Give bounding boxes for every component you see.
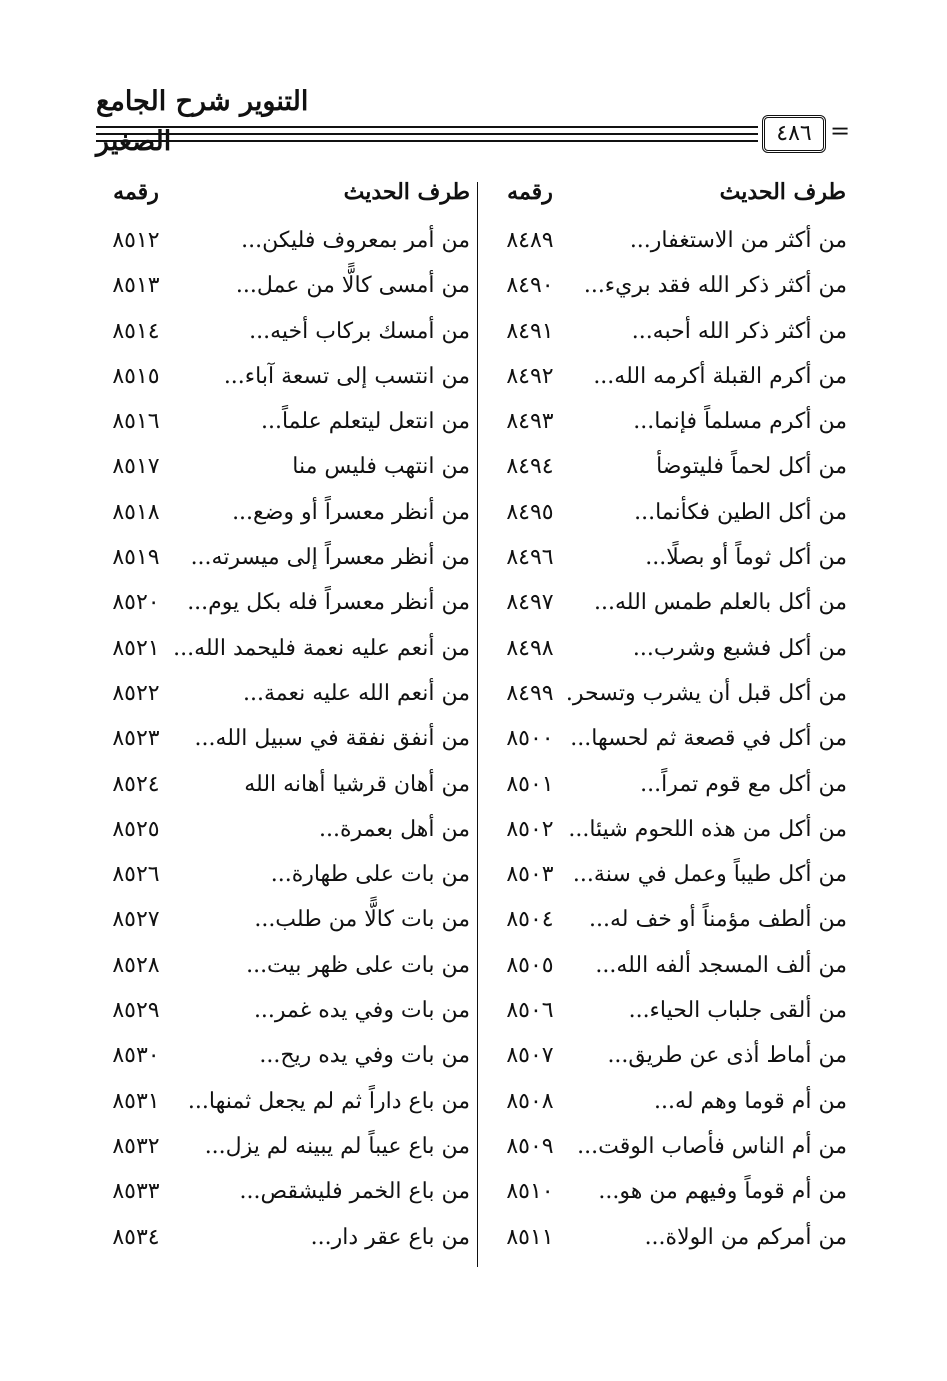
hadith-number-left: ٨٥٣١ xyxy=(112,1088,160,1114)
hadith-tip-right: من أكثر من الاستغفار... xyxy=(629,228,847,253)
hadith-tip-right: من أكل ثوماً أو بصلًا... xyxy=(645,545,847,571)
index-row xyxy=(0,535,947,580)
hadith-number-left: ٨٥٢٧ xyxy=(112,907,160,933)
hadith-tip-left: من أمر بمعروف فليكن... xyxy=(241,228,470,253)
hadith-number-right: ٨٥٠٤ xyxy=(506,907,554,933)
hadith-tip-left: من أنعم الله عليه نعمة... xyxy=(243,680,470,706)
index-row xyxy=(0,444,947,489)
hadith-tip-left: من بات كالًّا من طلب... xyxy=(254,907,470,933)
column-header-hadith-tip-left: طرف الحديث xyxy=(343,179,470,205)
hadith-number-left: ٨٥٢٣ xyxy=(112,726,160,752)
index-row xyxy=(0,580,947,625)
hadith-tip-left: من انتعل ليتعلم علماً... xyxy=(261,409,470,435)
hadith-tip-right: من أكل مع قوم تمراً... xyxy=(640,771,847,797)
hadith-number-right: ٨٥٠٠ xyxy=(506,726,554,752)
hadith-tip-right: من أكثر ذكر الله فقد بريء... xyxy=(583,273,847,299)
hadith-tip-left: من باع داراً ثم لم يجعل ثمنها... xyxy=(187,1088,470,1114)
index-row xyxy=(0,309,947,354)
hadith-tip-right: من أكل طيباً وعمل في سنة... xyxy=(572,862,847,888)
index-row xyxy=(0,1079,947,1124)
hadith-number-left: ٨٥٢١ xyxy=(112,635,160,661)
hadith-tip-left: من أنظر معسراً أو وضع... xyxy=(232,499,470,525)
hadith-number-right: ٨٥٠٥ xyxy=(506,952,554,978)
hadith-tip-right: من أكل قبل أن يشرب وتسحر. xyxy=(565,680,847,706)
hadith-number-left: ٨٥٢٤ xyxy=(112,771,160,797)
hadith-number-left: ٨٥٢٩ xyxy=(112,998,160,1024)
hadith-number-left: ٨٥٣٤ xyxy=(112,1224,160,1250)
hadith-number-left: ٨٥٢٨ xyxy=(112,952,160,978)
hadith-tip-right: من أكل لحماً فليتوضأ xyxy=(656,454,847,480)
hadith-number-right: ٨٥١٠ xyxy=(506,1179,554,1205)
page-dash: = xyxy=(830,117,851,145)
hadith-tip-left: من أهان قرشيا أهانه الله xyxy=(244,771,470,797)
index-row xyxy=(0,1033,947,1078)
header-rule xyxy=(96,140,758,142)
hadith-tip-right: من أم الناس فأصاب الوقت... xyxy=(577,1133,847,1159)
index-row xyxy=(0,490,947,535)
hadith-tip-left: من أمسى كالًّا من عمل... xyxy=(235,273,470,299)
index-row xyxy=(0,943,947,988)
hadith-number-right: ٨٤٩٢ xyxy=(506,363,554,389)
hadith-tip-right: من ألف المسجد ألفه الله... xyxy=(595,952,847,978)
hadith-number-left: ٨٥٢٥ xyxy=(112,816,160,842)
hadith-tip-right: من أمركم من الولاة... xyxy=(644,1224,847,1250)
column-header-hadith-tip-right: طرف الحديث xyxy=(719,179,846,205)
hadith-number-right: ٨٤٩٧ xyxy=(506,590,554,616)
hadith-number-left: ٨٥١٩ xyxy=(112,545,160,571)
index-row xyxy=(0,1169,947,1214)
hadith-number-left: ٨٥٣٠ xyxy=(112,1043,160,1069)
hadith-tip-left: من انتسب إلى تسعة آباء... xyxy=(223,363,470,389)
index-row xyxy=(0,626,947,671)
hadith-number-right: ٨٥٠٩ xyxy=(506,1133,554,1159)
hadith-tip-left: من بات وفي يده ريح... xyxy=(259,1043,470,1069)
column-header-number-right: رقمه xyxy=(507,179,553,205)
index-row xyxy=(0,399,947,444)
hadith-number-right: ٨٤٩٠ xyxy=(506,273,554,299)
hadith-tip-right: من ألطف مؤمناً أو خف له... xyxy=(589,907,847,933)
hadith-tip-right: من أكرم القبلة أكرمه الله... xyxy=(593,363,847,389)
hadith-number-right: ٨٥١١ xyxy=(506,1224,554,1250)
hadith-tip-left: من أنفق نفقة في سبيل الله... xyxy=(194,726,470,752)
book-title: التنوير شرح الجامع الصغير xyxy=(96,86,309,157)
hadith-number-left: ٨٥٣٣ xyxy=(112,1179,160,1205)
hadith-tip-right: من أكل الطين فكأنما... xyxy=(634,499,847,525)
page-number: ٤٨٦ xyxy=(762,115,826,153)
index-row xyxy=(0,263,947,308)
index-row xyxy=(0,852,947,897)
hadith-tip-left: من انتهب فليس منا xyxy=(292,454,470,480)
index-row xyxy=(0,671,947,716)
hadith-number-left: ٨٥٢٠ xyxy=(112,590,160,616)
hadith-tip-left: من أنعم عليه نعمة فليحمد الله... xyxy=(173,635,470,661)
hadith-tip-right: من أكل بالعلم طمس الله... xyxy=(594,590,847,616)
hadith-number-right: ٨٤٩٦ xyxy=(506,545,554,571)
hadith-tip-left: من أهل بعمرة... xyxy=(319,816,470,842)
hadith-number-right: ٨٤٩٥ xyxy=(506,499,554,525)
index-row xyxy=(0,762,947,807)
hadith-tip-left: من بات على ظهر بيت... xyxy=(246,952,470,978)
hadith-tip-left: من أنظر معسراً فله بكل يوم... xyxy=(187,590,470,616)
hadith-number-left: ٨٥١٥ xyxy=(112,363,160,389)
header-rule xyxy=(96,126,758,128)
hadith-tip-right: من أكل من هذه اللحوم شيئا... xyxy=(568,816,847,842)
hadith-number-left: ٨٥٣٢ xyxy=(112,1133,160,1159)
hadith-number-left: ٨٥١٦ xyxy=(112,409,160,435)
index-row xyxy=(0,988,947,1033)
hadith-tip-right: من أكثر ذكر الله أحبه... xyxy=(631,318,847,344)
hadith-number-left: ٨٥١٧ xyxy=(112,454,160,480)
hadith-number-left: ٨٥١٤ xyxy=(112,318,160,344)
hadith-tip-left: من باع عقر دار... xyxy=(310,1224,470,1250)
hadith-number-right: ٨٤٩٨ xyxy=(506,635,554,661)
hadith-tip-left: من باع عيباً لم يبينه لم يزل... xyxy=(204,1133,470,1159)
hadith-tip-right: من أكرم مسلماً فإنما... xyxy=(633,409,847,435)
hadith-number-left: ٨٥١٨ xyxy=(112,499,160,525)
hadith-number-right: ٨٥٠٣ xyxy=(506,862,554,888)
hadith-tip-left: من أنظر معسراً إلى ميسرته... xyxy=(190,545,470,571)
hadith-number-right: ٨٥٠٦ xyxy=(506,998,554,1024)
hadith-tip-right: من أم قوماً وفيهم من هو... xyxy=(598,1179,847,1205)
hadith-number-right: ٨٥٠٨ xyxy=(506,1088,554,1114)
index-row xyxy=(0,1215,947,1260)
hadith-number-right: ٨٤٩١ xyxy=(506,318,554,344)
hadith-number-left: ٨٥١٣ xyxy=(112,273,160,299)
index-row xyxy=(0,897,947,942)
hadith-number-right: ٨٥٠١ xyxy=(506,771,554,797)
hadith-number-left: ٨٥٢٦ xyxy=(112,862,160,888)
index-row xyxy=(0,807,947,852)
hadith-tip-left: من بات على طهارة... xyxy=(270,862,470,888)
hadith-tip-right: من ألقى جلباب الحياء... xyxy=(628,998,847,1024)
hadith-tip-right: من أكل في قصعة ثم لحسها... xyxy=(570,726,847,752)
hadith-number-right: ٨٥٠٢ xyxy=(506,816,554,842)
hadith-tip-left: من أمسك بركاب أخيه... xyxy=(249,318,470,344)
column-header-number-left: رقمه xyxy=(113,179,159,205)
index-row xyxy=(0,218,947,263)
index-row xyxy=(0,1124,947,1169)
hadith-number-left: ٨٥١٢ xyxy=(112,228,160,253)
index-row xyxy=(0,354,947,399)
hadith-tip-right: من أكل فشبع وشرب... xyxy=(632,635,847,661)
index-row xyxy=(0,716,947,761)
hadith-number-right: ٨٤٩٣ xyxy=(506,409,554,435)
hadith-tip-left: من بات وفي يده غمر... xyxy=(253,998,470,1024)
hadith-number-right: ٨٤٨٩ xyxy=(506,228,554,253)
hadith-tip-right: من أم قوما وهم له... xyxy=(654,1088,847,1114)
hadith-number-right: ٨٤٩٩ xyxy=(506,680,554,706)
hadith-tip-left: من باع الخمر فليشقص... xyxy=(239,1179,470,1205)
hadith-number-right: ٨٤٩٤ xyxy=(506,454,554,480)
header-rule xyxy=(96,133,758,135)
hadith-tip-right: من أماط أذى عن طريق... xyxy=(607,1043,847,1069)
hadith-number-left: ٨٥٢٢ xyxy=(112,680,160,706)
hadith-number-right: ٨٥٠٧ xyxy=(506,1043,554,1069)
index-table xyxy=(0,218,947,1260)
